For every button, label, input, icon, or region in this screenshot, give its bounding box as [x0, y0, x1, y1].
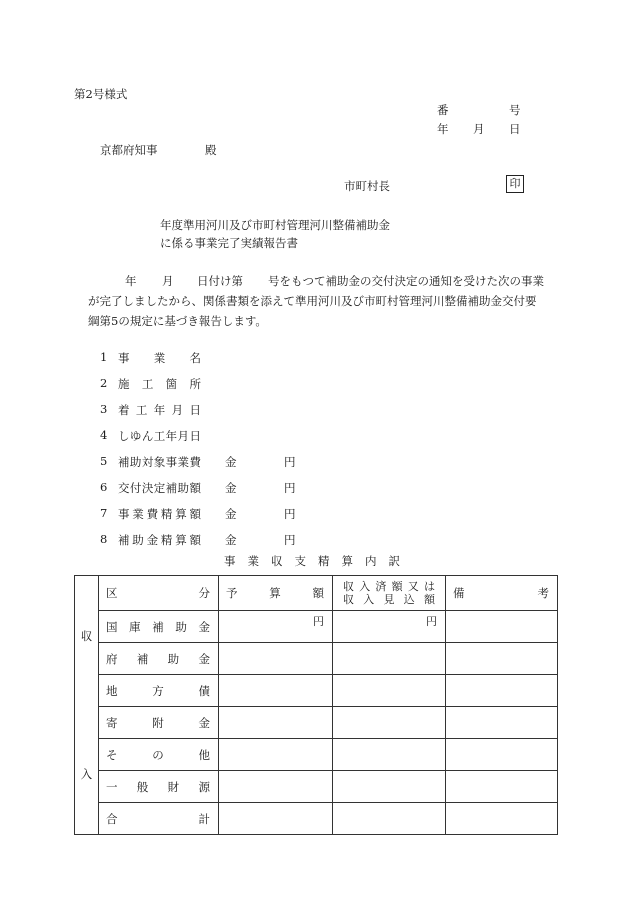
item-en: 円 [284, 455, 296, 469]
row-label: 府 補 助 金 [106, 651, 210, 666]
cell-yosan [219, 707, 333, 739]
cell-biko [446, 611, 558, 643]
unit-en: 円 [313, 615, 324, 628]
cell-yosan [219, 771, 333, 803]
row-label: 地 方 債 [106, 683, 210, 698]
side-label-top: 収 [80, 629, 93, 643]
cell-biko [446, 675, 558, 707]
table-row [75, 707, 558, 739]
item-label-hojokin-seisan: 補 助 金 精 算 額 [118, 533, 201, 547]
header-shunyu [333, 576, 446, 611]
side-label-cell [75, 576, 99, 835]
table-row [75, 643, 558, 675]
cell-biko [446, 771, 558, 803]
item-number: 8 [100, 532, 108, 546]
cell-biko [446, 739, 558, 771]
item-label-kofu-kettei: 交 付 決 定 補 助 額 [118, 481, 201, 495]
item-label-seko-kasho: 施 工 箇 所 [118, 377, 201, 391]
table-row [75, 771, 558, 803]
body-line1-text: 号をもつて補助金の交付決定の通知を受けた次の事業 [268, 274, 544, 288]
item-en: 円 [284, 533, 296, 547]
header-shunyu-line1: 収 入 済 額 又 は [343, 580, 435, 593]
cell-biko [446, 707, 558, 739]
cell-biko [446, 803, 558, 835]
cell-shunyu [333, 611, 446, 643]
cell-shunyu [333, 739, 446, 771]
cell-yosan [219, 739, 333, 771]
date-tsuki: 月 [473, 122, 485, 136]
table-header-row [75, 576, 558, 611]
item-number: 4 [100, 428, 108, 442]
table-row [75, 675, 558, 707]
item-en: 円 [284, 481, 296, 495]
cell-shunyu [333, 675, 446, 707]
item-kin: 金 [225, 455, 237, 469]
item-label-jigyomei: 事 業 名 [118, 351, 201, 365]
ref-ban: 番 [437, 103, 449, 117]
body-nen: 年 [125, 274, 137, 288]
addressee: 京都府知事 [100, 143, 158, 157]
row-label: 寄 附 金 [106, 715, 210, 730]
header-yosan [219, 576, 333, 611]
table-row [75, 739, 558, 771]
cell-biko [446, 643, 558, 675]
table-row [75, 803, 558, 835]
item-kin: 金 [225, 533, 237, 547]
form-number: 第2号様式 [74, 87, 128, 101]
item-en: 円 [284, 507, 296, 521]
body-tsuki: 月 [162, 274, 174, 288]
side-label-bottom: 入 [80, 767, 93, 781]
cell-yosan [219, 803, 333, 835]
row-label: 一 般 財 源 [106, 779, 210, 794]
sender: 市町村長 [344, 179, 390, 193]
body-line2: が完了しましたから、関係書類を添えて準用河川及び市町村管理河川整備補助金交付要 [88, 294, 537, 308]
date-nen: 年 [437, 122, 449, 136]
header-biko [446, 576, 558, 611]
table-row [75, 611, 558, 643]
cell-shunyu [333, 771, 446, 803]
header-kubun [99, 576, 219, 611]
seal-stamp: 印 [506, 175, 524, 193]
header-kubun-text: 区 分 [106, 586, 210, 600]
cell-yosan [219, 611, 333, 643]
honorific: 殿 [205, 143, 217, 157]
report-title-line2: に係る事業完了実績報告書 [160, 236, 298, 250]
item-kin: 金 [225, 507, 237, 521]
item-label-jigyohi-seisan: 事 業 費 精 算 額 [118, 507, 201, 521]
header-biko-text: 備 考 [453, 586, 549, 600]
cell-shunyu [333, 707, 446, 739]
row-label: 合 計 [106, 811, 210, 826]
item-number: 2 [100, 376, 108, 390]
cell-shunyu [333, 643, 446, 675]
revenue-table [74, 575, 558, 835]
item-number: 7 [100, 506, 108, 520]
row-label: そ の 他 [106, 747, 210, 762]
item-number: 6 [100, 480, 108, 494]
row-label: 国 庫 補 助 金 [106, 619, 210, 634]
item-label-shunko: し ゆ ん 工 年 月 日 [118, 429, 201, 443]
date-hi: 日 [509, 122, 521, 136]
item-label-hojo-taisho: 補 助 対 象 事 業 費 [118, 455, 201, 469]
body-line3: 綱第5の規定に基づき報告します。 [88, 314, 267, 328]
item-kin: 金 [225, 481, 237, 495]
ref-go: 号 [509, 103, 521, 117]
body-hizuke: 日付け第 [197, 274, 243, 288]
table-title: 事 業 収 支 精 算 内 訳 [224, 554, 400, 568]
report-title-line1: 年度準用河川及び市町村管理河川整備補助金 [160, 218, 390, 232]
cell-yosan [219, 675, 333, 707]
cell-yosan [219, 643, 333, 675]
unit-en: 円 [426, 615, 437, 628]
header-shunyu-line2: 収 入 見 込 額 [343, 593, 435, 606]
cell-shunyu [333, 803, 446, 835]
item-number: 5 [100, 454, 108, 468]
item-number: 3 [100, 402, 108, 416]
item-label-chakko: 着 工 年 月 日 [118, 403, 201, 417]
header-yosan-text: 予 算 額 [226, 586, 324, 600]
item-number: 1 [100, 350, 108, 364]
